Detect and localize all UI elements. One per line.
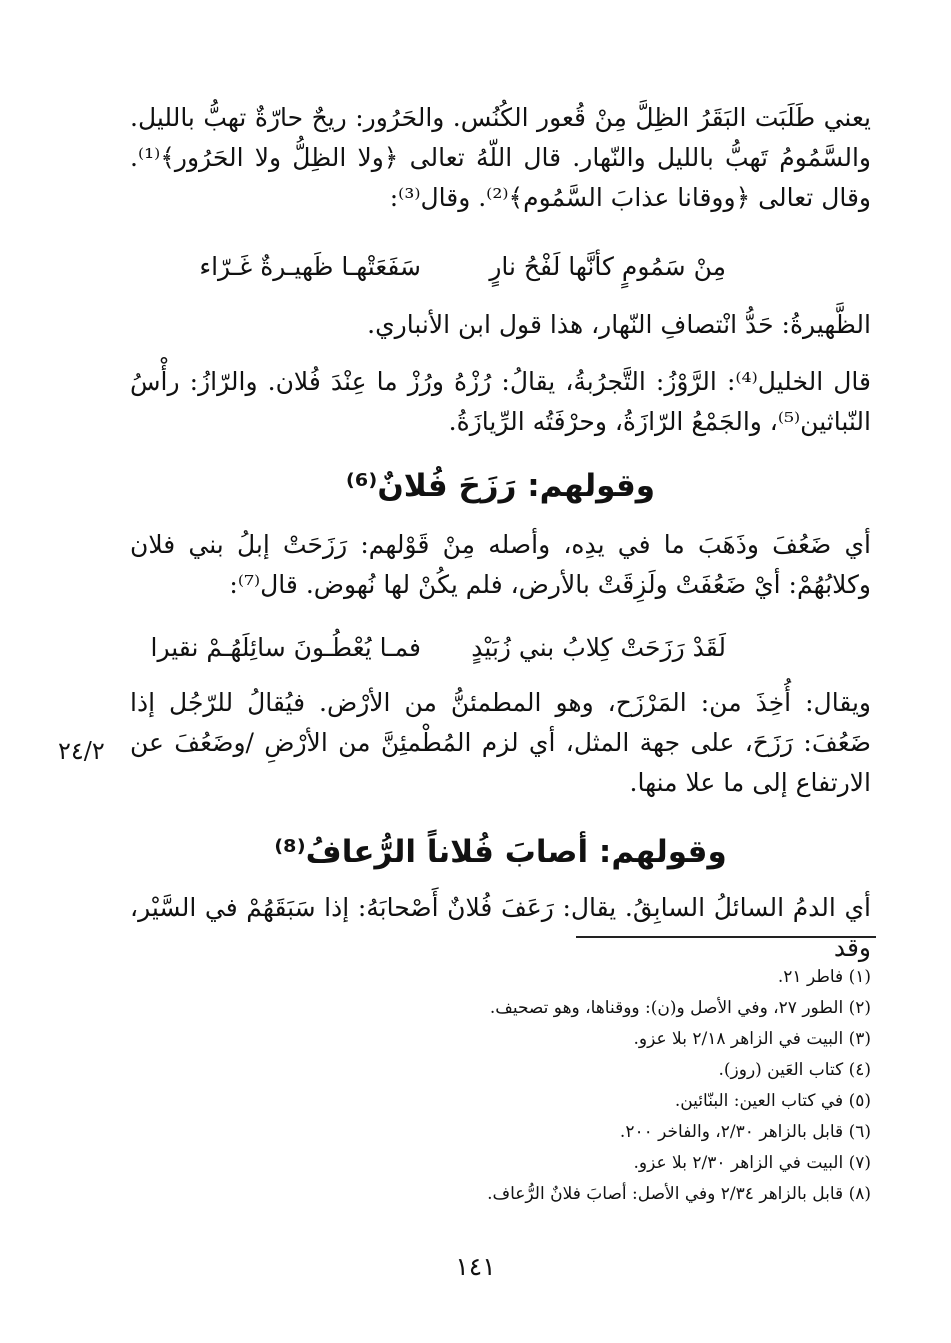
- footnote-item: (٥) في كتاب العين: البنّائين.: [674, 1091, 871, 1111]
- paragraph-samum: يعني طَلَبَت البَقَرُ الظِلَّ مِنْ قُعور الكُنُس. والحَرُور: ريحٌ حارّةٌ تهبُّ بالليل. والسَّمُومُ تَهبُّ بالليل والنّهار. قال اللّهُ تعالى ﴿ولا الظِلُّ ولا الحَرُور﴾⁽¹⁾. وقال تعالى ﴿ووقانا عذابَ السَّمُوم﴾⁽²⁾. وقال⁽³⁾:: [130, 103, 871, 212]
- footnote-item: (٤) كتاب العَين (روز).: [718, 1060, 871, 1080]
- verse-razahat: [130, 628, 871, 668]
- verse-first-hemistich: مِنْ سَمُومٍ كأنَّها لَفْحُ نارٍ: [489, 252, 726, 281]
- footnote-item: (٨) قابل بالزاهر ٢/٣٤ وفي الأصل: أصابَ فلانٌ الرُّعاف.: [487, 1184, 871, 1204]
- paragraph-rawz: قال الخليل⁽⁴⁾: الرَّوْزُ: التَّجرُبةُ، يقالُ: رُزْهُ ورُزْ ما عِنْدَ فُلان. والرّازُ: رأْسُ النّباثين⁽⁵⁾، والجَمْعُ الرّازَةُ، وحرْفَتُه الرِّيازَةُ.: [130, 367, 872, 436]
- verse-second-hemistich: فمـا يُعْطُـونَ سائِلَهُـمْ نقيرا: [150, 633, 421, 662]
- footnote-item: (٢) الطور ٢٧، وفي الأصل و(ن): ووقناها، وهو تصحيف.: [489, 998, 871, 1018]
- footnotes-list: [130, 962, 871, 1210]
- margin-reference: ٢٤/٢: [58, 737, 105, 765]
- page-number: ١٤١: [455, 1252, 496, 1281]
- footnote-divider: [576, 936, 876, 938]
- footnote-item: (١) فاطر ٢١.: [777, 967, 871, 987]
- paragraph-marzah: ويقال: أُخِذَ من: المَرْزَح، وهو المطمئنُّ من الأرْض. فيُقالُ للرّجُل إذا ضَعُفَ: رَزَحَ، على جهة المثل، أي لزم المُطْمئِنَّ من الأرْضِ /وضَعُفَ عن الارتفاع إلى ما علا منها.: [130, 688, 871, 797]
- paragraph-razaha: أي ضَعُفَ وذَهَبَ ما في يدِه، وأصله مِنْ قَوْلهم: رَزَحَتْ إبلُ بني فلان وكلابُهُمْ: أيْ ضَعُفَتْ ولَزِقَتْ بالأرض، فلم يكُنْ لها نُهوض. قال⁽⁷⁾:: [130, 530, 871, 599]
- heading-razaha: وقولهم: رَزَحَ فُلانٌ⁽⁶⁾: [345, 468, 656, 504]
- footnote-item: (٦) قابل بالزاهر ٢/٣٠، والفاخر ٢٠٠.: [619, 1122, 871, 1142]
- footnote-item: (٣) البيت في الزاهر ٢/١٨ بلا عزو.: [633, 1029, 871, 1049]
- paragraph-ruaf: أي الدمُ السائلُ السابِقُ. يقال: رَعَفَ فُلانٌ أَصْحابَهُ: إذا سَبَقَهُمْ في السَّيْر، وقد: [130, 893, 871, 962]
- paragraph-zahira: الظَّهيرةُ: حَدُّ انْتصافِ النّهار، هذا قول ابن الأنباري.: [367, 310, 871, 339]
- verse-samum: [130, 247, 871, 287]
- verse-first-hemistich: لَقَدْ رَزَحَتْ كِلابُ بني زُبَيْدٍ: [471, 633, 726, 662]
- verse-second-hemistich: سَفَعَتْهـا ظَهيـرةٌ غَـرّاء: [199, 252, 421, 281]
- footnote-item: (٧) البيت في الزاهر ٢/٣٠ بلا عزو.: [633, 1153, 871, 1173]
- heading-ruaf: وقولهم: أصابَ فُلاناً الرُّعافُ⁽⁸⁾: [274, 834, 727, 870]
